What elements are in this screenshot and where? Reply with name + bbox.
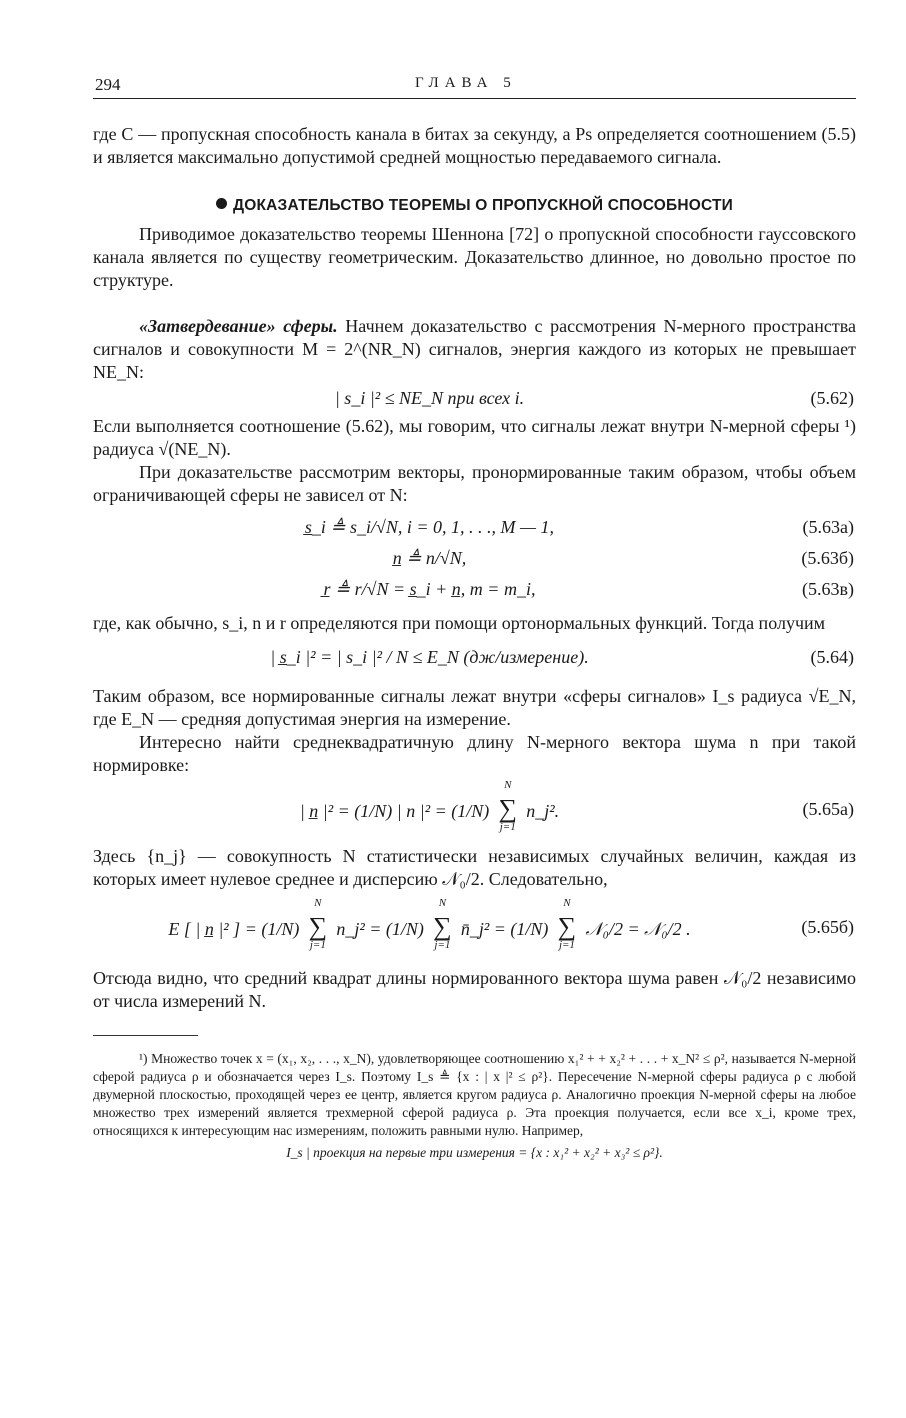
equation-term-b: n̄_j² = (1/N) (460, 919, 549, 939)
sum-upper-limit: N (504, 779, 512, 791)
equation-number: (5.63б) (801, 548, 854, 568)
equation-body (93, 897, 766, 951)
summation-sign: N ∑ j=1 (428, 917, 456, 940)
equation-5-63a (93, 513, 856, 544)
equation-body: n̲ ≜ n/√N, (392, 548, 467, 568)
equation-number: (5.65б) (801, 917, 854, 937)
paragraph-2: Приводимое доказательство теоремы Шеннона [72] о пропускной способности гауссовского канала является по существу геометрическим. Доказательство длинное, но довольно простое по структуре. (93, 224, 856, 290)
equation-number: (5.62) (810, 388, 854, 408)
sum-lower-limit: j=1 (499, 821, 516, 833)
summation-sign: N ∑ j=1 (553, 917, 581, 940)
equation-body: | s̲_i |² = | s_i |² / N ≤ E_N (дж/измерение). (270, 647, 589, 667)
equation-body (93, 779, 766, 833)
equation-term-a: n_j² = (1/N) (336, 919, 424, 939)
equation-5-65a (93, 777, 856, 839)
sum-lower-limit: j=1 (558, 939, 575, 951)
bullet-icon (216, 198, 227, 209)
sum-lower-limit: j=1 (309, 939, 326, 951)
paragraph-3 (93, 315, 856, 384)
equation-body: r̲ ≜ r/√N = s̲_i + n̲, m = m_i, (323, 579, 536, 599)
footnote-text: ¹) Множество точек x = (x₁, x₂, . . ., x_N), удовлетворяющее соотношению x₁² + + x₂² + . . . + x_N² ≤ ρ², называется N-мерной сферой радиуса ρ и обозначается через I_s. Поэтому I_s ≜ {x : | x |² ≤ ρ²}. Пересечение N-мерной сферы радиуса ρ с любой двумерной плоскостью, проходящей через ее центр, является кругом радиуса ρ. Аналогично проекция N-мерной сферы на любое множество трех измерений является трехмерной сферой радиуса ρ. Эта проекция получается, если все x_i, кроме трех, относящихся к интересующим нас измерениям, положить равными нулю. Например, (93, 1051, 856, 1138)
equation-number: (5.63a) (802, 517, 854, 537)
equation-5-63b (93, 544, 856, 575)
equation-term-c: 𝒩₀/2 = 𝒩₀/2 . (585, 919, 691, 939)
paragraph-6: где, как обычно, s_i, n и r определяются при помощи ортонормальных функций. Тогда получим (93, 613, 826, 633)
paragraph-1: где C — пропускная способность канала в битах за секунду, а Ps определяется соотношением (5.5) и является максимально допустимой средней мощностью передаваемого сигнала. (93, 124, 856, 167)
sum-upper-limit: N (314, 897, 322, 909)
run-in-title: «Затвердевание» сферы. (139, 316, 338, 336)
equation-5-65b (93, 891, 856, 967)
book-page (93, 70, 856, 1162)
equation-body: s̲_i ≜ s_i/√N, i = 0, 1, . . ., M — 1, (304, 517, 555, 537)
section-heading (93, 197, 856, 215)
running-header (93, 70, 856, 99)
equation-number: (5.64) (810, 647, 854, 667)
equation-body: | s_i |² ≤ NE_N при всех i. (334, 388, 525, 408)
summation-sign: N ∑ j=1 (494, 799, 522, 822)
paragraph-4: Если выполняется соотношение (5.62), мы говорим, что сигналы лежат внутри N-мерной сферы ¹) радиуса √(NE_N). (93, 416, 856, 459)
paragraph-5: При доказательстве рассмотрим векторы, пронормированные таким образом, чтобы объем ограничивающей сферы не зависел от N: (93, 462, 856, 505)
equation-number: (5.63в) (802, 579, 854, 599)
summation-sign: N ∑ j=1 (304, 917, 332, 940)
equation-5-62 (93, 384, 856, 415)
equation-5-63c (93, 575, 856, 606)
sum-upper-limit: N (563, 897, 571, 909)
footnote-formula: I_s | проекция на первые три измерения = {x : x₁² + x₂² + x₃² ≤ ρ²}. (286, 1145, 663, 1160)
equation-number: (5.65a) (802, 799, 854, 819)
paragraph-9: Здесь {n_j} — совокупность N статистически независимых случайных величин, каждая из которых имеет нулевое среднее и дисперсию 𝒩₀/2. Следовательно, (93, 846, 856, 889)
equation-left: E [ | n̲ |² ] = (1/N) (168, 919, 300, 939)
footnote-divider (93, 1035, 198, 1036)
sum-upper-limit: N (438, 897, 447, 909)
paragraph-8: Интересно найти среднеквадратичную длину N-мерного вектора шума n при такой нормировке: (93, 732, 856, 775)
equation-right: n_j². (526, 801, 560, 821)
chapter-title: ГЛАВА 5 (415, 75, 517, 91)
paragraph-10: Отсюда видно, что средний квадрат длины нормированного вектора шума равен 𝒩₀/2 независимо от числа измерений N. (93, 968, 856, 1011)
paragraph-3-text: Начнем доказательство с рассмотрения N-мерного пространства сигналов и совокупности M = 2^(NR_N) сигналов, энергия каждого из которых не превышает NE_N: (93, 316, 857, 382)
equation-left: | n̲ |² = (1/N) | n |² = (1/N) (299, 801, 490, 821)
page-number: 294 (95, 75, 121, 94)
paragraph-7: Таким образом, все нормированные сигналы лежат внутри «сферы сигналов» I_s радиуса √E_N, где E_N — средняя допустимая энергия на измерение. (93, 686, 856, 729)
equation-5-64 (93, 635, 856, 679)
sum-lower-limit: j=1 (434, 939, 451, 951)
section-heading-text: ДОКАЗАТЕЛЬСТВО ТЕОРЕМЫ О ПРОПУСКНОЙ СПОСОБНОСТИ (233, 197, 733, 214)
